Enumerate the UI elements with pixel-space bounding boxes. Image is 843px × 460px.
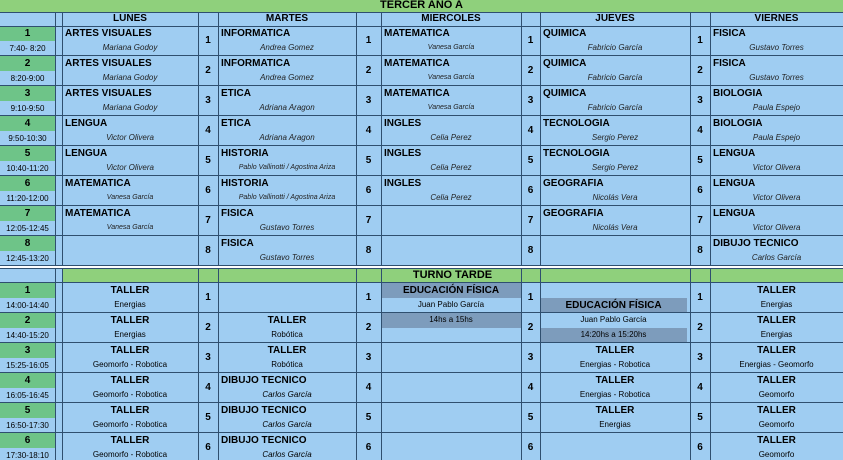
- period-number: 7: [0, 206, 55, 221]
- period-number: 3: [0, 86, 55, 101]
- row-period-number: [55, 56, 62, 86]
- teacher-name: Victor Olivera: [62, 161, 198, 176]
- subject-name: INFORMATICA: [218, 56, 356, 71]
- detail-text: Robótica: [218, 328, 356, 343]
- teacher-name: Adriana Aragon: [218, 131, 356, 146]
- subject-name: [218, 283, 356, 298]
- grid-vline: [381, 12, 382, 266]
- subject-name: [381, 206, 521, 221]
- row-period-number: [55, 86, 62, 116]
- row-period-number: 5: [356, 403, 381, 433]
- row-period-number: 6: [198, 433, 218, 460]
- subject-name: [62, 236, 198, 251]
- row-period-number: 4: [356, 116, 381, 146]
- subject-name: TALLER: [62, 403, 198, 418]
- subject-name: MATEMATICA: [62, 176, 198, 191]
- detail-text: Energias: [62, 328, 198, 343]
- special-block-title: EDUCACIÓN FÍSICA: [540, 298, 687, 313]
- subject-name: FISICA: [710, 26, 843, 41]
- header-pnum-spacer: [356, 12, 381, 26]
- teacher-name: Sergio Perez: [540, 131, 690, 146]
- row-period-number: 6: [690, 176, 710, 206]
- period-number: 5: [0, 146, 55, 161]
- teacher-name: Fabricio García: [540, 101, 690, 116]
- teacher-name: Victor Olivera: [710, 161, 843, 176]
- row-period-number: 3: [690, 343, 710, 373]
- teacher-name: Sergio Perez: [540, 161, 690, 176]
- grid-hline: [0, 85, 843, 86]
- row-period-number: 4: [198, 116, 218, 146]
- grid-hline: [0, 55, 843, 56]
- subject-name: [540, 236, 690, 251]
- detail-text: [218, 298, 356, 313]
- subject-name: TALLER: [710, 433, 843, 448]
- row-period-number: [55, 433, 62, 460]
- detail-text: Carlos García: [218, 418, 356, 433]
- teacher-name: Gustavo Torres: [710, 41, 843, 56]
- row-period-number: 7: [521, 206, 540, 236]
- row-period-number: 3: [521, 343, 540, 373]
- row-period-number: 5: [198, 146, 218, 176]
- row-period-number: 6: [690, 433, 710, 460]
- row-period-number: 3: [521, 86, 540, 116]
- row-period-number: 3: [198, 86, 218, 116]
- detail-text: Energias: [540, 418, 690, 433]
- grid-vline: [356, 12, 357, 266]
- row-period-number: [55, 283, 62, 313]
- special-block-hours: 14:20hs a 15:20hs: [540, 328, 687, 343]
- row-period-number: 4: [690, 373, 710, 403]
- subject-name: FISICA: [710, 56, 843, 71]
- teacher-name: Celia Perez: [381, 131, 521, 146]
- detail-text: Geomorfo: [710, 388, 843, 403]
- teacher-name: Paula Espejo: [710, 131, 843, 146]
- row-period-number: 6: [356, 433, 381, 460]
- detail-text: Energias - Robotica: [540, 358, 690, 373]
- subject-name: HISTORIA: [218, 146, 356, 161]
- subject-name: FISICA: [218, 236, 356, 251]
- subject-name: GEOGRAFIA: [540, 176, 690, 191]
- subject-name: [381, 236, 521, 251]
- teacher-name: Andrea Gomez: [218, 71, 356, 86]
- detail-text: Geomorfo - Robotica: [62, 418, 198, 433]
- header-pnum-spacer: [55, 12, 62, 26]
- teacher-name: Vanesa García: [62, 191, 198, 206]
- subject-name: TALLER: [710, 373, 843, 388]
- row-period-number: 5: [521, 146, 540, 176]
- subject-name: [540, 433, 690, 448]
- subject-name: ETICA: [218, 86, 356, 101]
- row-period-number: 1: [521, 26, 540, 56]
- period-time: 16:05-16:45: [0, 388, 55, 403]
- row-period-number: 8: [690, 236, 710, 266]
- subject-name: QUIMICA: [540, 86, 690, 101]
- grid-vline: [55, 12, 56, 266]
- period-number: 4: [0, 373, 55, 388]
- header-corner: [0, 12, 55, 26]
- subject-name: ARTES VISUALES: [62, 86, 198, 101]
- grid-hline: [0, 432, 843, 433]
- detail-text: Energias: [710, 298, 843, 313]
- row-period-number: 5: [198, 403, 218, 433]
- teacher-name: [381, 251, 521, 266]
- teacher-name: Vanesa García: [62, 221, 198, 236]
- period-time: 17:30-18:10: [0, 448, 55, 460]
- subject-name: TALLER: [62, 313, 198, 328]
- subject-name: TALLER: [540, 373, 690, 388]
- row-period-number: 2: [521, 56, 540, 86]
- header-pnum-spacer: [690, 12, 710, 26]
- grid-hline: [0, 175, 843, 176]
- subject-name: LENGUA: [710, 146, 843, 161]
- subject-name: MATEMATICA: [381, 56, 521, 71]
- subject-name: TALLER: [62, 283, 198, 298]
- grid-vline: [521, 12, 522, 266]
- detail-text: Energias: [62, 298, 198, 313]
- row-period-number: 3: [690, 86, 710, 116]
- subject-name: LENGUA: [710, 176, 843, 191]
- subject-name: GEOGRAFIA: [540, 206, 690, 221]
- row-period-number: 4: [690, 116, 710, 146]
- teacher-name: Mariana Godoy: [62, 41, 198, 56]
- row-period-number: 1: [356, 26, 381, 56]
- period-time: 16:50-17:30: [0, 418, 55, 433]
- header-pnum-spacer: [521, 12, 540, 26]
- row-period-number: 1: [690, 283, 710, 313]
- grid-vline: [710, 12, 711, 266]
- period-number: 3: [0, 343, 55, 358]
- subject-name: TALLER: [710, 343, 843, 358]
- row-period-number: [55, 236, 62, 266]
- subject-name: TECNOLOGIA: [540, 116, 690, 131]
- subject-name: LENGUA: [62, 146, 198, 161]
- teacher-name: [540, 251, 690, 266]
- row-period-number: 1: [521, 283, 540, 313]
- subject-name: TALLER: [62, 433, 198, 448]
- teacher-name: Adriana Aragon: [218, 101, 356, 116]
- subject-name: INFORMATICA: [218, 26, 356, 41]
- period-number: 4: [0, 116, 55, 131]
- teacher-name: Vanesa García: [381, 71, 521, 86]
- teacher-name: Gustavo Torres: [218, 221, 356, 236]
- row-period-number: 1: [690, 26, 710, 56]
- row-period-number: 5: [356, 146, 381, 176]
- row-period-number: 8: [521, 236, 540, 266]
- period-time: 12:45-13:20: [0, 251, 55, 266]
- row-period-number: 6: [198, 176, 218, 206]
- period-number: 6: [0, 433, 55, 448]
- detail-text: Geomorfo: [710, 418, 843, 433]
- period-time: 8:20-9:00: [0, 71, 55, 86]
- teacher-name: Nicolás Vera: [540, 191, 690, 206]
- special-block-teacher: Juan Pablo García: [540, 313, 687, 328]
- afternoon-header-corner: [0, 268, 62, 283]
- subject-name: TALLER: [710, 283, 843, 298]
- period-time: 7:40- 8:20: [0, 41, 55, 56]
- teacher-name: Nicolás Vera: [540, 221, 690, 236]
- period-time: 9:10-9:50: [0, 101, 55, 116]
- special-block-hours: 14hs a 15hs: [381, 313, 521, 328]
- row-period-number: 3: [356, 86, 381, 116]
- subject-name: TALLER: [62, 373, 198, 388]
- detail-text: Geomorfo - Robotica: [62, 448, 198, 460]
- subject-name: TALLER: [540, 343, 690, 358]
- row-period-number: 7: [356, 206, 381, 236]
- row-period-number: [55, 26, 62, 56]
- subject-name: ETICA: [218, 116, 356, 131]
- row-period-number: 6: [521, 433, 540, 460]
- row-period-number: 2: [356, 313, 381, 343]
- subject-name: HISTORIA: [218, 176, 356, 191]
- teacher-name: Vanesa García: [381, 101, 521, 116]
- row-period-number: [55, 206, 62, 236]
- detail-text: Energias: [710, 328, 843, 343]
- subject-name: DIBUJO TECNICO: [710, 236, 843, 251]
- grid-vline: [540, 12, 541, 266]
- subject-name: MATEMATICA: [62, 206, 198, 221]
- grid-hline: [0, 205, 843, 206]
- row-period-number: 6: [521, 176, 540, 206]
- subject-name: QUIMICA: [540, 26, 690, 41]
- day-header-jueves: JUEVES: [540, 12, 690, 26]
- grid-hline: [0, 265, 843, 266]
- subject-name: TALLER: [218, 313, 356, 328]
- teacher-name: Gustavo Torres: [710, 71, 843, 86]
- grid-hline: [0, 372, 843, 373]
- teacher-name: Victor Olivera: [710, 221, 843, 236]
- grid-hline: [0, 402, 843, 403]
- teacher-name: Victor Olivera: [710, 191, 843, 206]
- teacher-name: [62, 251, 198, 266]
- subject-name: DIBUJO TECNICO: [218, 403, 356, 418]
- teacher-name: Fabricio García: [540, 41, 690, 56]
- teacher-name: Paula Espejo: [710, 101, 843, 116]
- empty-cell: [381, 328, 521, 460]
- subject-name: TALLER: [62, 343, 198, 358]
- grid-hline: [0, 115, 843, 116]
- row-period-number: 1: [198, 283, 218, 313]
- row-period-number: [55, 403, 62, 433]
- empty-cell: [540, 283, 690, 298]
- day-header-martes: MARTES: [218, 12, 356, 26]
- row-period-number: [55, 373, 62, 403]
- detail-text: Energias - Geomorfo: [710, 358, 843, 373]
- subject-name: MATEMATICA: [381, 26, 521, 41]
- period-number: 1: [0, 26, 55, 41]
- teacher-name: Vanesa García: [381, 41, 521, 56]
- grid-hline: [0, 282, 843, 283]
- subject-name: TALLER: [218, 343, 356, 358]
- subject-name: LENGUA: [710, 206, 843, 221]
- grid-vline: [218, 12, 219, 266]
- subject-name: DIBUJO TECNICO: [218, 433, 356, 448]
- teacher-name: Victor Olivera: [62, 131, 198, 146]
- row-period-number: 4: [521, 116, 540, 146]
- detail-text: Robótica: [218, 358, 356, 373]
- row-period-number: 2: [690, 313, 710, 343]
- detail-text: Carlos García: [218, 448, 356, 460]
- row-period-number: [55, 116, 62, 146]
- subject-name: BIOLOGIA: [710, 116, 843, 131]
- grid-vline: [62, 12, 63, 266]
- grid-hline: [0, 26, 843, 27]
- period-time: 15:25-16:05: [0, 358, 55, 373]
- row-period-number: 8: [198, 236, 218, 266]
- row-period-number: 2: [198, 313, 218, 343]
- subject-name: TALLER: [710, 403, 843, 418]
- afternoon-title: TURNO TARDE: [62, 268, 843, 283]
- row-period-number: 2: [521, 313, 540, 343]
- teacher-name: Carlos García: [710, 251, 843, 266]
- subject-name: INGLES: [381, 116, 521, 131]
- row-period-number: 2: [356, 56, 381, 86]
- period-number: 2: [0, 56, 55, 71]
- subject-name: INGLES: [381, 146, 521, 161]
- period-time: 10:40-11:20: [0, 161, 55, 176]
- detail-text: [540, 448, 690, 460]
- special-block-teacher: Juan Pablo García: [381, 298, 521, 313]
- row-period-number: 2: [690, 56, 710, 86]
- special-block-title: EDUCACIÓN FÍSICA: [381, 283, 521, 298]
- subject-name: TALLER: [540, 403, 690, 418]
- grid-hline: [0, 342, 843, 343]
- teacher-name: Gustavo Torres: [218, 251, 356, 266]
- grid-hline: [0, 12, 843, 13]
- period-number: 8: [0, 236, 55, 251]
- subject-name: MATEMATICA: [381, 86, 521, 101]
- row-period-number: 7: [198, 206, 218, 236]
- detail-text: Geomorfo - Robotica: [62, 388, 198, 403]
- subject-name: ARTES VISUALES: [62, 56, 198, 71]
- period-time: 14:00-14:40: [0, 298, 55, 313]
- row-period-number: [55, 146, 62, 176]
- subject-name: INGLES: [381, 176, 521, 191]
- teacher-name: Celia Perez: [381, 161, 521, 176]
- grid-hline: [0, 312, 843, 313]
- period-time: 11:20-12:00: [0, 191, 55, 206]
- day-header-viernes: VIERNES: [710, 12, 843, 26]
- period-number: 1: [0, 283, 55, 298]
- teacher-name: [381, 221, 521, 236]
- row-period-number: 8: [356, 236, 381, 266]
- subject-name: LENGUA: [62, 116, 198, 131]
- teacher-name: Mariana Godoy: [62, 101, 198, 116]
- period-number: 6: [0, 176, 55, 191]
- grid-hline: [0, 235, 843, 236]
- subject-name: ARTES VISUALES: [62, 26, 198, 41]
- teacher-name: Andrea Gomez: [218, 41, 356, 56]
- period-time: 14:40-15:20: [0, 328, 55, 343]
- subject-name: QUIMICA: [540, 56, 690, 71]
- subject-name: BIOLOGIA: [710, 86, 843, 101]
- teacher-name: Fabricio García: [540, 71, 690, 86]
- day-header-miercoles: MIERCOLES: [381, 12, 521, 26]
- header-pnum-spacer: [198, 12, 218, 26]
- row-period-number: 1: [356, 283, 381, 313]
- row-period-number: [55, 313, 62, 343]
- row-period-number: 5: [690, 146, 710, 176]
- subject-name: FISICA: [218, 206, 356, 221]
- row-period-number: 6: [356, 176, 381, 206]
- grid-vline: [690, 12, 691, 266]
- detail-text: Geomorfo: [710, 448, 843, 460]
- period-number: 2: [0, 313, 55, 328]
- subject-name: TALLER: [710, 313, 843, 328]
- detail-text: Geomorfo - Robotica: [62, 358, 198, 373]
- row-period-number: 3: [356, 343, 381, 373]
- subject-name: TECNOLOGIA: [540, 146, 690, 161]
- row-period-number: [55, 343, 62, 373]
- period-time: 12:05-12:45: [0, 221, 55, 236]
- row-period-number: [55, 176, 62, 206]
- row-period-number: 7: [690, 206, 710, 236]
- grid-hline: [0, 145, 843, 146]
- row-period-number: 5: [521, 403, 540, 433]
- detail-text: Energias - Robotica: [540, 388, 690, 403]
- teacher-name: Pablo Vallinotti / Agostina Ariza: [218, 191, 356, 206]
- detail-text: Carlos García: [218, 388, 356, 403]
- schedule-title: TERCER AÑO A: [0, 0, 843, 12]
- period-number: 5: [0, 403, 55, 418]
- row-period-number: 4: [356, 373, 381, 403]
- row-period-number: 2: [198, 56, 218, 86]
- teacher-name: Pablo Vallinotti / Agostina Ariza: [218, 161, 356, 176]
- grid-hline: [0, 268, 843, 269]
- row-period-number: 5: [690, 403, 710, 433]
- grid-vline: [198, 12, 199, 266]
- row-period-number: 3: [198, 343, 218, 373]
- row-period-number: 4: [198, 373, 218, 403]
- subject-name: DIBUJO TECNICO: [218, 373, 356, 388]
- day-header-lunes: LUNES: [62, 12, 198, 26]
- row-period-number: 4: [521, 373, 540, 403]
- teacher-name: Mariana Godoy: [62, 71, 198, 86]
- row-period-number: 1: [198, 26, 218, 56]
- teacher-name: Celia Perez: [381, 191, 521, 206]
- period-time: 9:50-10:30: [0, 131, 55, 146]
